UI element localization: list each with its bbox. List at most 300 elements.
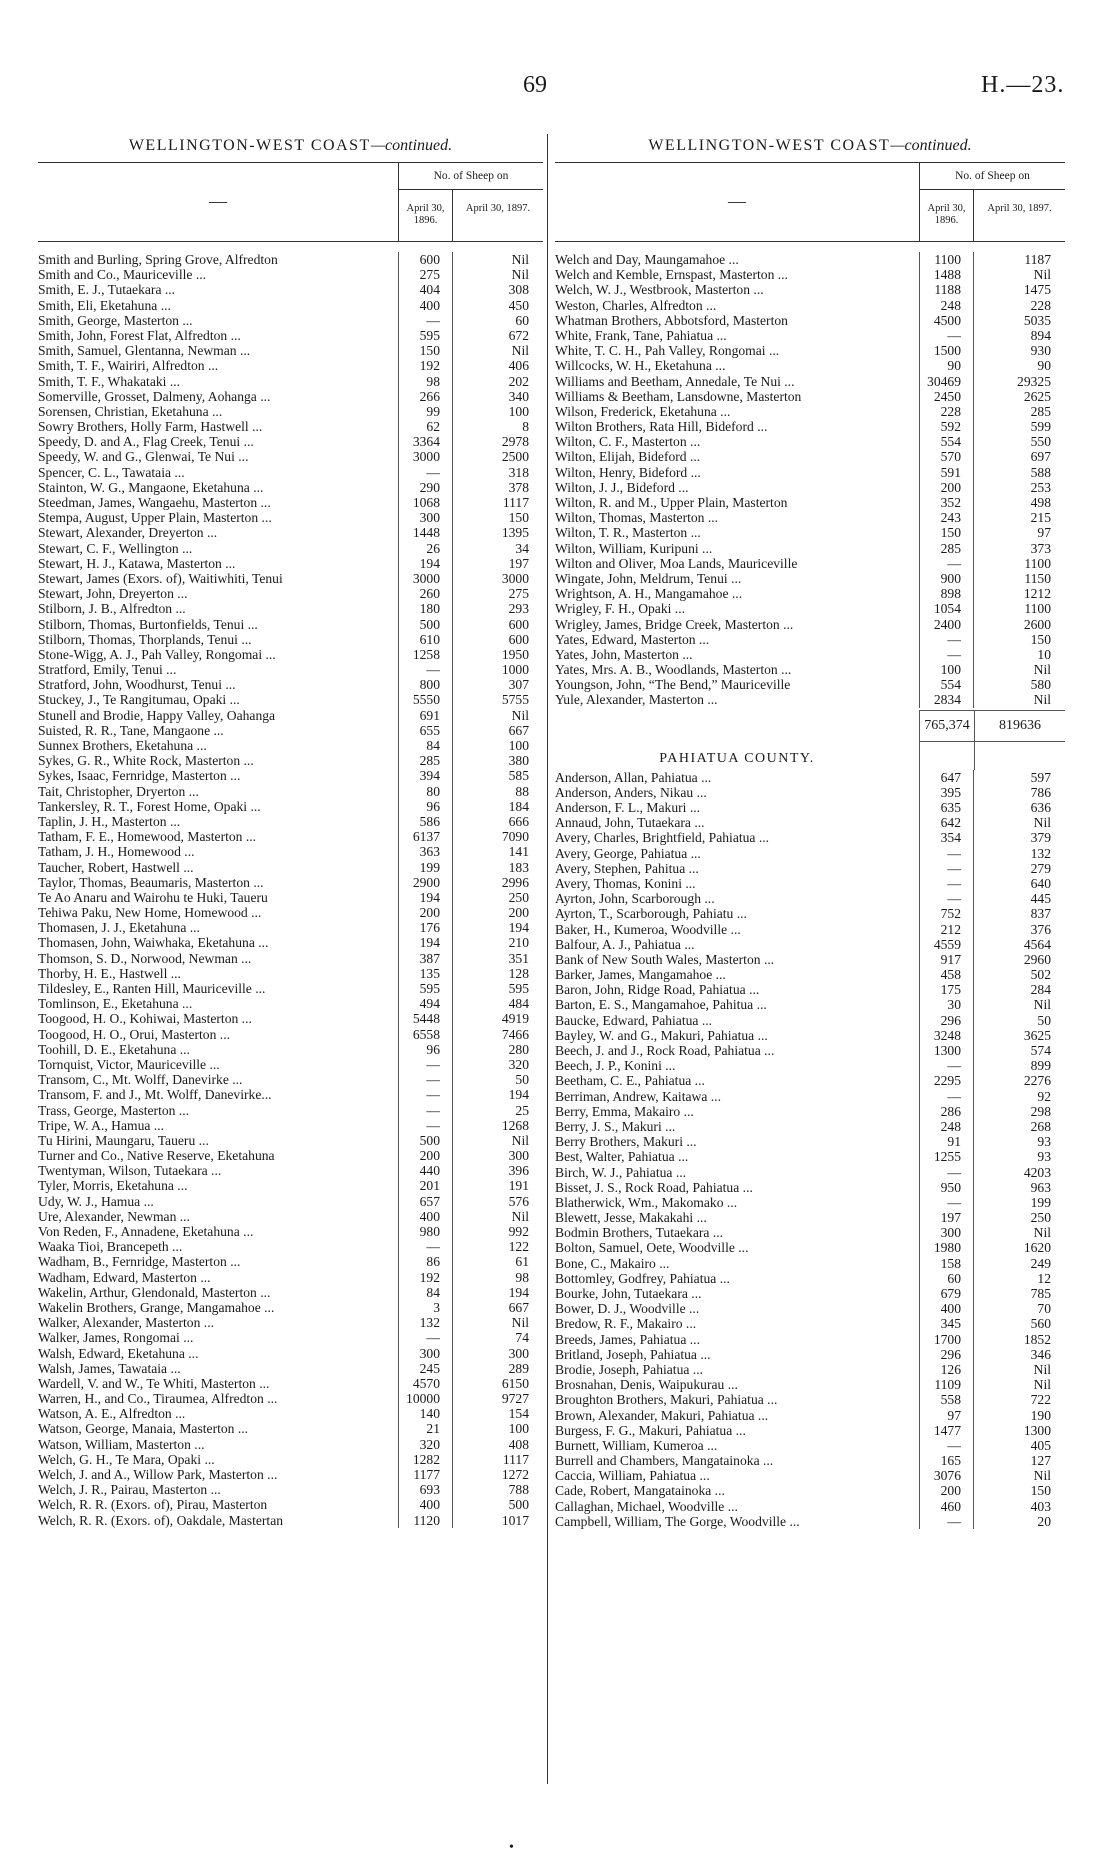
sheep-1897: 1212	[973, 586, 1065, 601]
sheep-1896: 30469	[919, 374, 973, 389]
sheep-1897: 1150	[973, 571, 1065, 586]
sheep-1897: 376	[973, 922, 1065, 937]
table-row	[555, 861, 1065, 876]
sheep-1896: 84	[398, 1285, 452, 1300]
sheep-1897: 194	[452, 1087, 543, 1102]
sheep-1896: 752	[919, 906, 973, 921]
owner-name: Watson, George, Manaia, Masterton ...	[38, 1421, 249, 1437]
table-row	[555, 662, 1065, 677]
sheep-1896: 570	[919, 449, 973, 464]
owner-name: Berriman, Andrew, Kaitawa ...	[555, 1088, 721, 1104]
table-row	[555, 1362, 1065, 1377]
owner-name: Speedy, W. and G., Glenwai, Te Nui ...	[38, 449, 249, 465]
sheep-1897: 785	[973, 1286, 1065, 1301]
owner-name: Wilton, Henry, Bideford ...	[555, 464, 701, 480]
sheep-1897: 275	[452, 586, 543, 601]
sheep-1896: 1109	[919, 1377, 973, 1392]
sheep-1897: 576	[452, 1194, 543, 1209]
table-row	[38, 1391, 543, 1406]
owner-name: Wadham, Edward, Masterton ...	[38, 1269, 211, 1285]
table-row	[38, 449, 543, 464]
sheep-1896: 610	[398, 632, 452, 647]
sheep-1896: 352	[919, 495, 973, 510]
table-row	[38, 556, 543, 571]
sheep-1897: 408	[452, 1437, 543, 1452]
owner-name: Barker, James, Mangamahoe ...	[555, 967, 726, 983]
owner-name: Willcocks, W. H., Eketahuna ...	[555, 358, 726, 374]
sheep-1897: 396	[452, 1163, 543, 1178]
sheep-1896: —	[398, 662, 452, 677]
sheep-1897: 215	[973, 510, 1065, 525]
table-row	[555, 1438, 1065, 1453]
sheep-1897: 697	[973, 449, 1065, 464]
sheep-1896: 84	[398, 738, 452, 753]
owner-name: Williams & Beetham, Lansdowne, Masterton	[555, 388, 802, 404]
table-row	[38, 1133, 543, 1148]
owner-name: Waaka Tioi, Brancepeth ...	[38, 1239, 183, 1255]
sheep-1897: 210	[452, 935, 543, 950]
owner-name: Baron, John, Ridge Road, Pahiatua ...	[555, 982, 760, 998]
sheep-1896: 175	[919, 982, 973, 997]
table-row	[555, 1119, 1065, 1134]
sheep-1896: —	[398, 1072, 452, 1087]
sheep-1897: 550	[973, 434, 1065, 449]
sheep-1897: 150	[973, 632, 1065, 647]
sheep-1897: 992	[452, 1224, 543, 1239]
table-row	[38, 920, 543, 935]
owner-name: Birch, W. J., Pahiatua ...	[555, 1164, 687, 1180]
owner-name: Bourke, John, Tutaekara ...	[555, 1286, 702, 1301]
sheep-1896: 591	[919, 465, 973, 480]
sheep-1896: 800	[398, 677, 452, 692]
table-row	[38, 1376, 543, 1391]
sheep-1897: 308	[452, 282, 543, 297]
owner-name: Caccia, William, Pahiatua ...	[555, 1468, 710, 1484]
table-row	[38, 525, 543, 540]
owner-name: Burgess, F. G., Makuri, Pahiatua ...	[555, 1422, 746, 1438]
owner-name: Callaghan, Michael, Woodville ...	[555, 1498, 738, 1514]
sheep-1896: 96	[398, 799, 452, 814]
table-row	[38, 875, 543, 890]
owner-name: Turner and Co., Native Reserve, Eketahuna	[38, 1148, 275, 1164]
sheep-1897: 574	[973, 1043, 1065, 1058]
sheep-1896: 192	[398, 358, 452, 373]
sheep-1897: 3000	[452, 571, 543, 586]
sheep-1896: 90	[919, 358, 973, 373]
table-row	[555, 876, 1065, 891]
table-row	[38, 374, 543, 389]
owner-name: Wingate, John, Meldrum, Tenui ...	[555, 570, 742, 586]
sheep-1896: 395	[919, 785, 973, 800]
sheep-1897: 98	[452, 1270, 543, 1285]
sheep-1897: 74	[452, 1330, 543, 1345]
table-row	[38, 571, 543, 586]
table-row	[555, 282, 1065, 297]
sheep-1896: 586	[398, 814, 452, 829]
sheep-1896: —	[919, 846, 973, 861]
left-column	[38, 134, 543, 1528]
sheep-1896: —	[919, 328, 973, 343]
owner-name: Yates, John, Masterton ...	[555, 646, 693, 662]
sheep-1897: 70	[973, 1301, 1065, 1316]
sheep-1897: 600	[452, 617, 543, 632]
owner-name: Walker, Alexander, Masterton ...	[38, 1315, 214, 1331]
sheep-1897: 4919	[452, 1011, 543, 1026]
sheep-1896: —	[919, 861, 973, 876]
owner-name: Suisted, R. R., Tane, Mangaone ...	[38, 722, 224, 738]
sheep-1897: 930	[973, 343, 1065, 358]
table-row	[38, 1513, 543, 1528]
sheep-1897: 93	[973, 1134, 1065, 1149]
owner-name: Trass, George, Masterton ...	[38, 1102, 190, 1118]
table-row	[38, 313, 543, 328]
table-row	[555, 510, 1065, 525]
table-row	[38, 768, 543, 783]
page-number: 69	[523, 72, 547, 98]
table-row	[38, 495, 543, 510]
owner-name: Wilton and Oliver, Moa Lands, Mauriceville	[555, 555, 798, 571]
sheep-1897: Nil	[452, 252, 543, 267]
owner-name: Bower, D. J., Woodville ...	[555, 1301, 700, 1317]
table-row	[555, 1043, 1065, 1058]
table-row	[38, 298, 543, 313]
owner-name: Thomasen, J. J., Eketahuna ...	[38, 920, 200, 936]
table-row	[555, 298, 1065, 313]
owner-name: Blewett, Jesse, Makakahi ...	[555, 1210, 707, 1226]
table-row	[555, 374, 1065, 389]
sheep-1897: 228	[973, 298, 1065, 313]
owner-name: Von Reden, F., Annadene, Eketahuna ...	[38, 1224, 254, 1239]
sheep-1897: 585	[452, 768, 543, 783]
sheep-1897: 293	[452, 601, 543, 616]
owner-name: Tehiwa Paku, New Home, Homewood ...	[38, 905, 262, 921]
sheep-1897: 100	[452, 1421, 543, 1436]
sheep-1896: 1700	[919, 1332, 973, 1347]
sheep-1897: 200	[452, 905, 543, 920]
table-row	[555, 1408, 1065, 1423]
pahiatua-county-heading	[555, 742, 1065, 770]
owner-name: Beetham, C. E., Pahiatua ...	[555, 1073, 705, 1089]
owner-name: Avery, Charles, Brightfield, Pahiatua ...	[555, 830, 770, 846]
owner-name: Bone, C., Makairo ...	[555, 1255, 670, 1271]
sheep-1897: 12	[973, 1271, 1065, 1286]
owner-name: Toogood, H. O., Kohiwai, Masterton ...	[38, 1011, 252, 1027]
total-1896: 765,374	[919, 710, 974, 742]
sheep-1897: 7090	[452, 829, 543, 844]
owner-name: Welch, W. J., Westbrook, Masterton ...	[555, 282, 764, 298]
table-row	[38, 829, 543, 844]
owner-name: Sykes, Isaac, Fernridge, Masterton ...	[38, 768, 241, 784]
table-row	[38, 419, 543, 434]
sheep-1897: 378	[452, 480, 543, 495]
sheep-1897: 1000	[452, 662, 543, 677]
sheep-1897: Nil	[973, 1468, 1065, 1483]
table-row	[555, 982, 1065, 997]
owner-name: Stempa, August, Upper Plain, Masterton ...	[38, 510, 272, 526]
sheep-1897: 100	[452, 404, 543, 419]
table-row	[555, 785, 1065, 800]
table-row	[555, 434, 1065, 449]
sheep-1896: 6137	[398, 829, 452, 844]
owner-name: Anderson, Allan, Pahiatua ...	[555, 769, 712, 785]
sheep-1896: 200	[919, 480, 973, 495]
owner-name: Stewart, James (Exors. of), Waitiwhiti, Tenui	[38, 570, 283, 586]
sheep-1897: 597	[973, 770, 1065, 785]
sheep-1896: 199	[398, 860, 452, 875]
table-row	[38, 1057, 543, 1072]
table-row	[555, 677, 1065, 692]
sheep-1896: —	[919, 1514, 973, 1529]
owner-name: Anderson, F. L., Makuri ...	[555, 800, 701, 815]
sheep-1896: 1448	[398, 525, 452, 540]
sheep-1896: 100	[919, 662, 973, 677]
sheep-1896: 404	[398, 282, 452, 297]
left-col-1897-header: April 30, 1897.	[452, 189, 543, 241]
sheep-1897: 2625	[973, 389, 1065, 404]
owner-name: Toogood, H. O., Orui, Masterton ...	[38, 1026, 230, 1042]
left-region-title	[38, 134, 543, 158]
owner-name: Thomasen, John, Waiwhaka, Eketahuna ...	[38, 935, 269, 951]
sheep-1896: 80	[398, 784, 452, 799]
owner-name: Smith, Eli, Eketahuna ...	[38, 297, 171, 313]
sheep-1897: 373	[973, 541, 1065, 556]
owner-name: Twentyman, Wilson, Tutaekara ...	[38, 1163, 222, 1179]
table-row	[555, 525, 1065, 540]
sheep-1897: 667	[452, 1300, 543, 1315]
sheep-1897: 340	[452, 389, 543, 404]
sheep-1897: 300	[452, 1148, 543, 1163]
owner-name: Tatham, J. H., Homewood ...	[38, 844, 195, 860]
sheep-1896: 1500	[919, 343, 973, 358]
owner-name: Welch, G. H., Te Mara, Opaki ...	[38, 1451, 215, 1467]
owner-name: Stewart, C. F., Wellington ...	[38, 540, 193, 556]
sheep-1896: 200	[398, 1148, 452, 1163]
owner-name: Brosnahan, Denis, Waipukurau ...	[555, 1377, 738, 1393]
sheep-1896: 1177	[398, 1467, 452, 1482]
table-row	[555, 1165, 1065, 1180]
sheep-1897: 599	[973, 419, 1065, 434]
sheep-1896: 647	[919, 770, 973, 785]
owner-name: Berry, J. S., Makuri ...	[555, 1118, 676, 1134]
sheep-1897: 1117	[452, 495, 543, 510]
sheep-1897: 1272	[452, 1467, 543, 1482]
sheep-1896: 558	[919, 1392, 973, 1407]
sheep-1897: 320	[452, 1057, 543, 1072]
table-row	[555, 997, 1065, 1012]
sheep-1896: 290	[398, 480, 452, 495]
sheep-1896: —	[919, 1165, 973, 1180]
owner-name: Wilton Brothers, Rata Hill, Bideford ...	[555, 419, 768, 435]
sheep-1896: 248	[919, 1119, 973, 1134]
sheep-1896: 158	[919, 1256, 973, 1271]
table-row	[38, 1254, 543, 1269]
table-row	[38, 799, 543, 814]
sheep-1897: 29325	[973, 374, 1065, 389]
owner-name: Walker, James, Rongomai ...	[38, 1330, 194, 1346]
sheep-1897: 4203	[973, 1165, 1065, 1180]
owner-name: Williams and Beetham, Annedale, Te Nui ...	[555, 373, 795, 389]
owner-name: Wrigley, F. H., Opaki ...	[555, 601, 686, 617]
sheep-1897: 184	[452, 799, 543, 814]
table-row	[555, 1483, 1065, 1498]
table-row	[555, 465, 1065, 480]
table-row	[555, 1286, 1065, 1301]
owner-name: Stratford, Emily, Tenui ...	[38, 662, 177, 678]
sheep-1897: 2600	[973, 617, 1065, 632]
sheep-1897: 191	[452, 1178, 543, 1193]
owner-name: Ure, Alexander, Newman ...	[38, 1208, 190, 1224]
sheep-1897: 34	[452, 541, 543, 556]
sheep-1897: 197	[452, 556, 543, 571]
sheep-1896: 655	[398, 723, 452, 738]
owner-name: Wakelin, Arthur, Glendonald, Masterton ...	[38, 1284, 271, 1300]
owner-name: Wilton, Elijah, Bideford ...	[555, 449, 701, 465]
sheep-1897: 502	[973, 967, 1065, 982]
sheep-1897: 202	[452, 374, 543, 389]
table-row	[38, 617, 543, 632]
sheep-1896: —	[919, 876, 973, 891]
owner-name: Stainton, W. G., Mangaone, Eketahuna ...	[38, 479, 264, 495]
sheep-1896: 228	[919, 404, 973, 419]
sheep-1896: 1282	[398, 1452, 452, 1467]
sheep-1897: 1300	[973, 1423, 1065, 1438]
table-row	[555, 632, 1065, 647]
table-row	[555, 601, 1065, 616]
sheep-1896: —	[919, 556, 973, 571]
right-table-header	[555, 162, 1065, 242]
sheep-1897: 786	[973, 785, 1065, 800]
table-row	[555, 770, 1065, 785]
table-row	[555, 692, 1065, 707]
sheep-1897: 183	[452, 860, 543, 875]
table-row	[555, 1316, 1065, 1331]
owner-name: Smith, E. J., Tutaekara ...	[38, 282, 176, 298]
owner-name: Campbell, William, The Gorge, Woodville ...	[555, 1513, 800, 1529]
owner-name: Stone-Wigg, A. J., Pah Valley, Rongomai ...	[38, 646, 276, 662]
sheep-1897: 7466	[452, 1027, 543, 1042]
sheep-1896: 354	[919, 830, 973, 845]
sheep-1897: Nil	[973, 1362, 1065, 1377]
sheep-1896: 180	[398, 601, 452, 616]
owner-name: Wilton, J. J., Bideford ...	[555, 479, 689, 495]
table-row	[555, 937, 1065, 952]
sheep-1897: Nil	[452, 267, 543, 282]
owner-name: Wilton, R. and M., Upper Plain, Masterton	[555, 495, 788, 510]
table-row	[38, 738, 543, 753]
table-row	[38, 465, 543, 480]
sheep-1897: 667	[452, 723, 543, 738]
sheep-1896: 460	[919, 1499, 973, 1514]
table-row	[38, 996, 543, 1011]
sheep-1897: 2500	[452, 449, 543, 464]
sheep-1897: 150	[452, 510, 543, 525]
sheep-1897: 498	[973, 495, 1065, 510]
table-row	[38, 692, 543, 707]
sheep-1897: 1475	[973, 282, 1065, 297]
sheep-1896: 1258	[398, 647, 452, 662]
table-row	[38, 981, 543, 996]
table-row	[555, 1104, 1065, 1119]
sheep-1896: 194	[398, 556, 452, 571]
owner-name: White, Frank, Tane, Pahiatua ...	[555, 327, 727, 343]
sheep-1897: 253	[973, 480, 1065, 495]
owner-name: Tu Hirini, Maungaru, Taueru ...	[38, 1132, 209, 1148]
owner-name: Yates, Mrs. A. B., Woodlands, Masterton ...	[555, 662, 792, 678]
owner-name: Barton, E. S., Mangamahoe, Pahitua ...	[555, 997, 767, 1013]
table-row	[555, 267, 1065, 282]
table-row	[555, 830, 1065, 845]
table-row	[38, 1209, 543, 1224]
sheep-1896: 394	[398, 768, 452, 783]
table-row	[555, 1180, 1065, 1195]
sheep-1897: 351	[452, 951, 543, 966]
sheep-1897: 595	[452, 981, 543, 996]
sheep-1896: 1255	[919, 1149, 973, 1164]
table-row	[38, 844, 543, 859]
sheep-1897: 1950	[452, 647, 543, 662]
owner-name: Tait, Christopher, Dryerton ...	[38, 783, 199, 799]
sheep-1896: 642	[919, 815, 973, 830]
owner-name: Ayrton, T., Scarborough, Pahiatu ...	[555, 906, 747, 922]
sheep-1896: 500	[398, 1133, 452, 1148]
county-rows	[555, 770, 1065, 1529]
table-row	[555, 1514, 1065, 1529]
document-reference: H.—23.	[981, 72, 1065, 98]
sheep-1897: 60	[452, 313, 543, 328]
owner-name: Sunnex Brothers, Eketahuna ...	[38, 738, 207, 753]
sheep-1896: 320	[398, 1437, 452, 1452]
sheep-1897: 588	[973, 465, 1065, 480]
table-row	[555, 815, 1065, 830]
table-row	[38, 632, 543, 647]
owner-name: Beech, J. P., Konini ...	[555, 1058, 676, 1074]
table-row	[555, 389, 1065, 404]
sheep-1896: —	[919, 1058, 973, 1073]
sheep-1897: 194	[452, 920, 543, 935]
owner-name: Baker, H., Kumeroa, Woodville ...	[555, 921, 741, 937]
sheep-1897: 90	[973, 358, 1065, 373]
county-title: PAHIATUA COUNTY.	[659, 750, 815, 766]
owner-name: Speedy, D. and A., Flag Creek, Tenui ...	[38, 434, 254, 450]
table-row	[555, 1423, 1065, 1438]
table-row	[555, 1332, 1065, 1347]
sheep-1896: 554	[919, 434, 973, 449]
sheep-1897: 722	[973, 1392, 1065, 1407]
sheep-1896: 201	[398, 1178, 452, 1193]
sheep-1897: Nil	[452, 343, 543, 358]
sheep-1897: 25	[452, 1103, 543, 1118]
sheep-1896: 97	[919, 1408, 973, 1423]
owner-name: Stilborn, J. B., Alfredton ...	[38, 601, 186, 617]
table-row	[38, 860, 543, 875]
sheep-1896: 5550	[398, 692, 452, 707]
sheep-1896: 1188	[919, 282, 973, 297]
owner-name: Burrell and Chambers, Mangatainoka ...	[555, 1453, 774, 1469]
sheep-1897: Nil	[973, 815, 1065, 830]
sheep-1897: 1620	[973, 1240, 1065, 1255]
table-row	[555, 1271, 1065, 1286]
owner-name: Ayrton, John, Scarborough ...	[555, 891, 715, 907]
owner-name: Toohill, D. E., Eketahuna ...	[38, 1041, 190, 1057]
owner-name: Welch and Kemble, Ernspast, Masterton ...	[555, 267, 788, 283]
sheep-1897: 1187	[973, 252, 1065, 267]
owner-name: Watson, A. E., Alfredton ...	[38, 1406, 186, 1422]
right-rows	[555, 252, 1065, 708]
sheep-1896: 248	[919, 298, 973, 313]
sheep-1896: 635	[919, 800, 973, 815]
sheep-1897: 284	[973, 982, 1065, 997]
owner-name: Smith, John, Forest Flat, Alfredton ...	[38, 327, 241, 343]
